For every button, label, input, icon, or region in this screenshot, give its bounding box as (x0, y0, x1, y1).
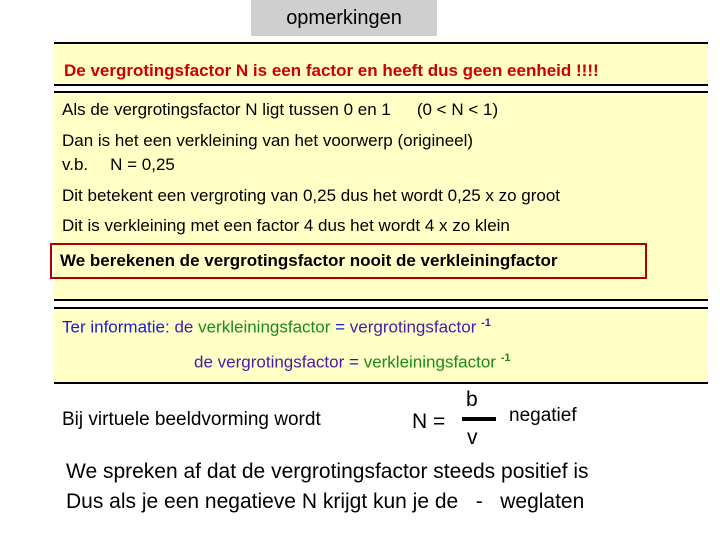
virtual-text: Bij virtuele beeldvorming wordt (62, 409, 321, 430)
info-term-enlargement-2: vergrotingsfactor (217, 352, 345, 372)
fraction-bar (462, 417, 496, 421)
info-equals-1: = (335, 317, 346, 337)
line-example (62, 155, 175, 175)
info-exponent-1: -1 (481, 317, 491, 329)
example-label: v.b. (62, 155, 89, 174)
n-equals: N = (412, 410, 446, 433)
footer-line-1: We spreken af dat de vergrotingsfactor steeds positief is (66, 460, 589, 483)
line-reduction: Dan is het een verkleining van het voorwerp (origineel) (62, 131, 474, 150)
negative-label: negatief (509, 405, 577, 426)
line-enlargement: Dit betekent een vergroting van 0,25 dus het wordt 0,25 x zo groot (62, 186, 561, 205)
info-line-1 (62, 317, 491, 338)
remark-text: De vergrotingsfactor N is een factor en heeft dus geen eenheid !!!! (64, 61, 599, 80)
line-range-inequality: (0 < N < 1) (416, 100, 499, 119)
info-de-2: de (194, 352, 213, 372)
info-line-2 (194, 352, 510, 373)
line-range-text: Als de vergrotingsfactor N ligt tussen 0 en 1 (62, 100, 391, 119)
info-de-1: de (174, 317, 194, 337)
info-term-reduction-2: verkleiningsfactor (363, 352, 496, 372)
line-range (62, 100, 498, 120)
line-factor-four: Dit is verkleining met een factor 4 dus het wordt 4 x zo klein (62, 216, 510, 235)
fraction-denominator: v (467, 426, 478, 449)
info-prefix: Ter informatie: (62, 317, 170, 337)
warning-text: We berekenen de vergrotingsfactor nooit de verkleiningfactor (60, 251, 558, 270)
warning-box (50, 243, 647, 279)
slide-title: opmerkingen (251, 0, 437, 36)
info-exponent-2: -1 (500, 352, 511, 364)
info-term-reduction: verkleiningsfactor (198, 317, 331, 337)
example-value: N = 0,25 (110, 155, 175, 174)
info-term-enlargement: vergrotingsfactor (349, 317, 477, 337)
info-equals-2: = (349, 352, 359, 372)
fraction-numerator: b (466, 388, 478, 411)
footer-line-2: Dus als je een negatieve N krijgt kun je de - weglaten (66, 490, 585, 513)
